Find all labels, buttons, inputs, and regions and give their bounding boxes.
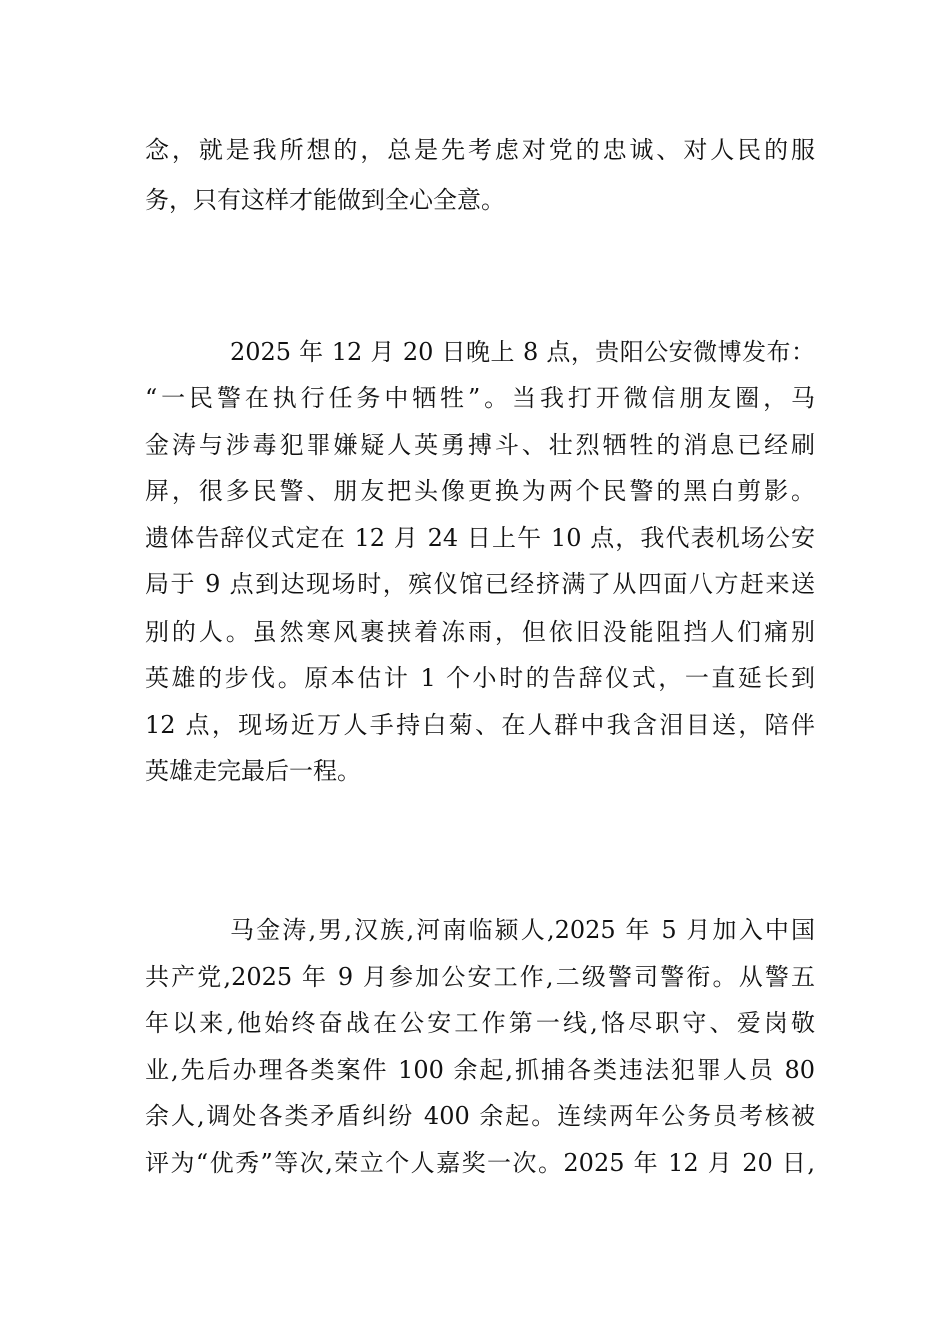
paragraph-3-line-1: 马金涛,男,汉族,河南临颍人,2025 年 5 月加入中国 — [230, 916, 815, 944]
paragraph-2-line-4: 屏，很多民警、朋友把头像更换为两个民警的黑白剪影。 — [145, 477, 815, 505]
paragraph-2-line-8: 英雄的步伐。原本估计 1 个小时的告辞仪式，一直延长到 — [145, 664, 815, 692]
paragraph-1-line-2: 务，只有这样才能做到全心全意。 — [145, 186, 505, 214]
paragraph-2-line-7: 别的人。虽然寒风裹挟着冻雨，但依旧没能阻挡人们痛别 — [145, 618, 815, 646]
paragraph-2-line-6: 局于 9 点到达现场时，殡仪馆已经挤满了从四面八方赶来送 — [145, 570, 815, 598]
paragraph-2-line-1: 2025 年 12 月 20 日晚上 8 点，贵阳公安微博发布： — [230, 338, 815, 366]
paragraph-2-line-2: “一民警在执行任务中牺牲”。当我打开微信朋友圈，马 — [145, 384, 815, 412]
paragraph-2-line-9: 12 点，现场近万人手持白菊、在人群中我含泪目送，陪伴 — [145, 711, 815, 739]
paragraph-3-line-2: 共产党,2025 年 9 月参加公安工作,二级警司警衔。从警五 — [145, 963, 815, 991]
paragraph-2-line-5: 遗体告辞仪式定在 12 月 24 日上午 10 点，我代表机场公安 — [145, 524, 815, 552]
paragraph-2-line-10: 英雄走完最后一程。 — [145, 757, 361, 785]
paragraph-3-line-4: 业,先后办理各类案件 100 余起,抓捕各类违法犯罪人员 80 — [145, 1056, 815, 1084]
paragraph-3-line-6: 评为“优秀”等次,荣立个人嘉奖一次。2025 年 12 月 20 日, — [145, 1149, 815, 1177]
paragraph-2-line-3: 金涛与涉毒犯罪嫌疑人英勇搏斗、壮烈牺牲的消息已经刷 — [145, 431, 815, 459]
paragraph-1-line-1: 念，就是我所想的，总是先考虑对党的忠诚、对人民的服 — [145, 136, 815, 164]
paragraph-3-line-5: 余人,调处各类矛盾纠纷 400 余起。连续两年公务员考核被 — [145, 1102, 815, 1130]
paragraph-3-line-3: 年以来,他始终奋战在公安工作第一线,恪尽职守、爱岗敬 — [145, 1009, 815, 1037]
